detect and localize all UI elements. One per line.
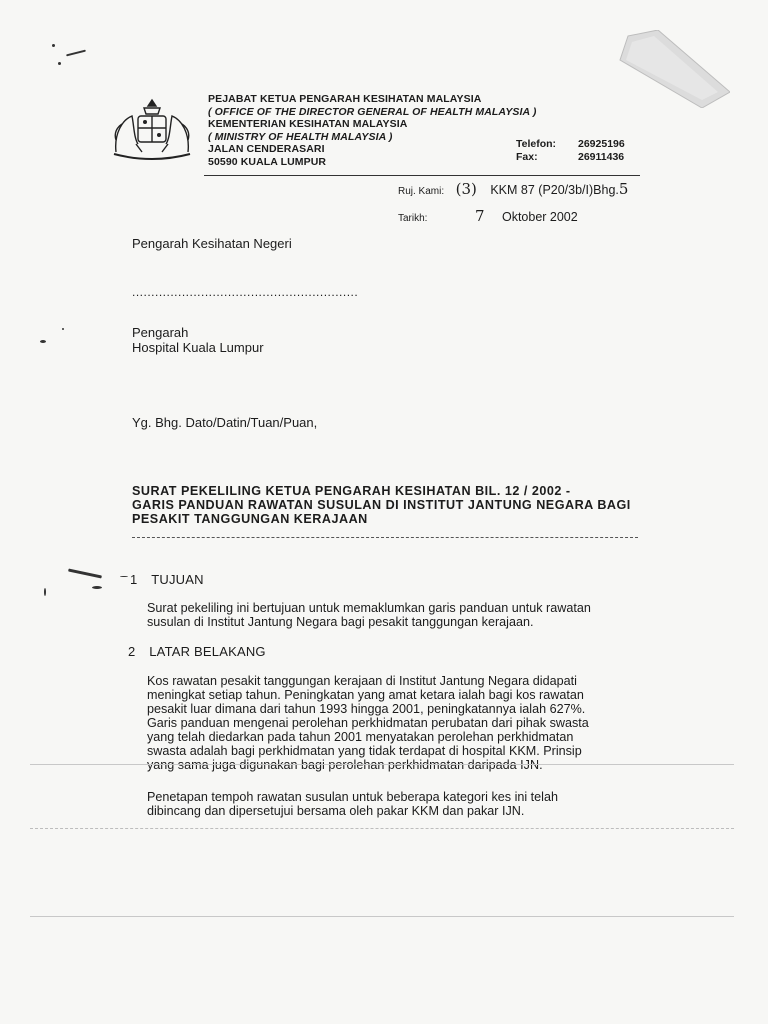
salutation: Yg. Bhg. Dato/Datin/Tuan/Puan, (132, 415, 318, 430)
recipient-second-org: Hospital Kuala Lumpur (132, 340, 264, 355)
paragraph-line: Penetapan tempoh rawatan susulan untuk beberapa kategori kes ini telah (147, 790, 558, 804)
subject-underline (132, 537, 638, 538)
section-1-heading (130, 572, 204, 587)
date-label: Tarikh: (398, 213, 428, 224)
fax-number: 26911436 (578, 150, 625, 163)
subject-heading (132, 484, 631, 526)
section-2-paragraph-2 (147, 790, 558, 818)
subject-line-3: PESAKIT TANGGUNGAN KERAJAAN (132, 512, 368, 526)
date-line (398, 207, 578, 225)
subject-line-2: GARIS PANDUAN RAWATAN SUSULAN DI INSTITUT JANTUNG NEGARA BAGI (132, 498, 631, 512)
fax-label: Fax: (516, 150, 538, 163)
ministry-name: KEMENTERIAN KESIHATAN MALAYSIA (208, 118, 408, 131)
paragraph-line: susulan di Institut Jantung Negara bagi pesakit tanggungan kerajaan. (147, 615, 534, 629)
reference-label: Ruj. Kami: (398, 186, 445, 197)
subject-line-1: SURAT PEKELILING KETUA PENGARAH KESIHATAN BIL. 12 / 2002 - (132, 484, 571, 498)
paragraph-line: Surat pekeliling ini bertujuan untuk memaklumkan garis panduan untuk rawatan (147, 601, 591, 615)
scan-line (30, 916, 734, 917)
reference-number: (3) (455, 180, 477, 198)
contact-block (516, 138, 625, 163)
paragraph-line: swasta adalah bagi perkhidmatan yang tidak terdapat di hospital KKM. Prinsip (147, 744, 582, 758)
address-street: JALAN CENDERASARI (208, 143, 325, 156)
adhesive-tape (618, 30, 730, 108)
recipient-second-title: Pengarah (132, 325, 189, 340)
section-number: 1 (130, 572, 138, 587)
paragraph-line: pesakit luar dimana dari tahun 1993 hingga 2001, peningkatannya ialah 627%. (147, 702, 586, 716)
paragraph-line: dibincang dan dipersetujui bersama oleh pakar KKM dan pakar IJN. (147, 804, 525, 818)
reference-code: KKM 87 (P20/3b/I)Bhg. (490, 183, 619, 197)
phone-label: Telefon: (516, 138, 557, 150)
section-title: TUJUAN (151, 572, 204, 587)
letterhead-divider (204, 175, 640, 176)
office-name: PEJABAT KETUA PENGARAH KESIHATAN MALAYSIA (208, 93, 482, 105)
letterhead (208, 93, 536, 169)
paragraph-line: meningkat setiap tahun. Peningkatan yang amat ketara ialah bagi kos rawatan (147, 688, 584, 702)
office-name-english: ( OFFICE OF THE DIRECTOR GENERAL OF HEALTH MALAYSIA ) (208, 105, 537, 118)
date-day: 7 (474, 207, 485, 225)
recipient-first: Pengarah Kesihatan Negeri (132, 236, 292, 251)
section-2-paragraph-1 (147, 674, 589, 772)
date-month-year: Oktober 2002 (501, 210, 578, 224)
phone-number: 26925196 (578, 138, 625, 150)
address-city: 50590 KUALA LUMPUR (208, 155, 327, 168)
paragraph-line: Kos rawatan pesakit tanggungan kerajaan di Institut Jantung Negara didapati (147, 674, 577, 688)
scan-line (30, 828, 734, 829)
paragraph-line: yang sama juga digunakan bagi perolehan perkhidmatan daripada IJN. (147, 758, 543, 772)
reference-part: 5 (618, 180, 629, 198)
coat-of-arms-emblem (108, 98, 196, 162)
section-1-paragraph (147, 601, 591, 629)
reference-line (398, 180, 628, 198)
scan-line (30, 764, 734, 765)
section-title: LATAR BELAKANG (149, 644, 266, 659)
recipient-placeholder: ........................................................... (132, 285, 359, 299)
ministry-name-english: ( MINISTRY OF HEALTH MALAYSIA ) (208, 130, 393, 143)
paragraph-line: yang telah diedarkan pada tahun 2001 menyatakan perolehan perkhidmatan (147, 730, 574, 744)
section-2-heading (128, 644, 266, 659)
paragraph-line: Garis panduan mengenai perolehan perkhidmatan perubatan dari pihak swasta (147, 716, 589, 730)
section-number: 2 (128, 644, 136, 659)
